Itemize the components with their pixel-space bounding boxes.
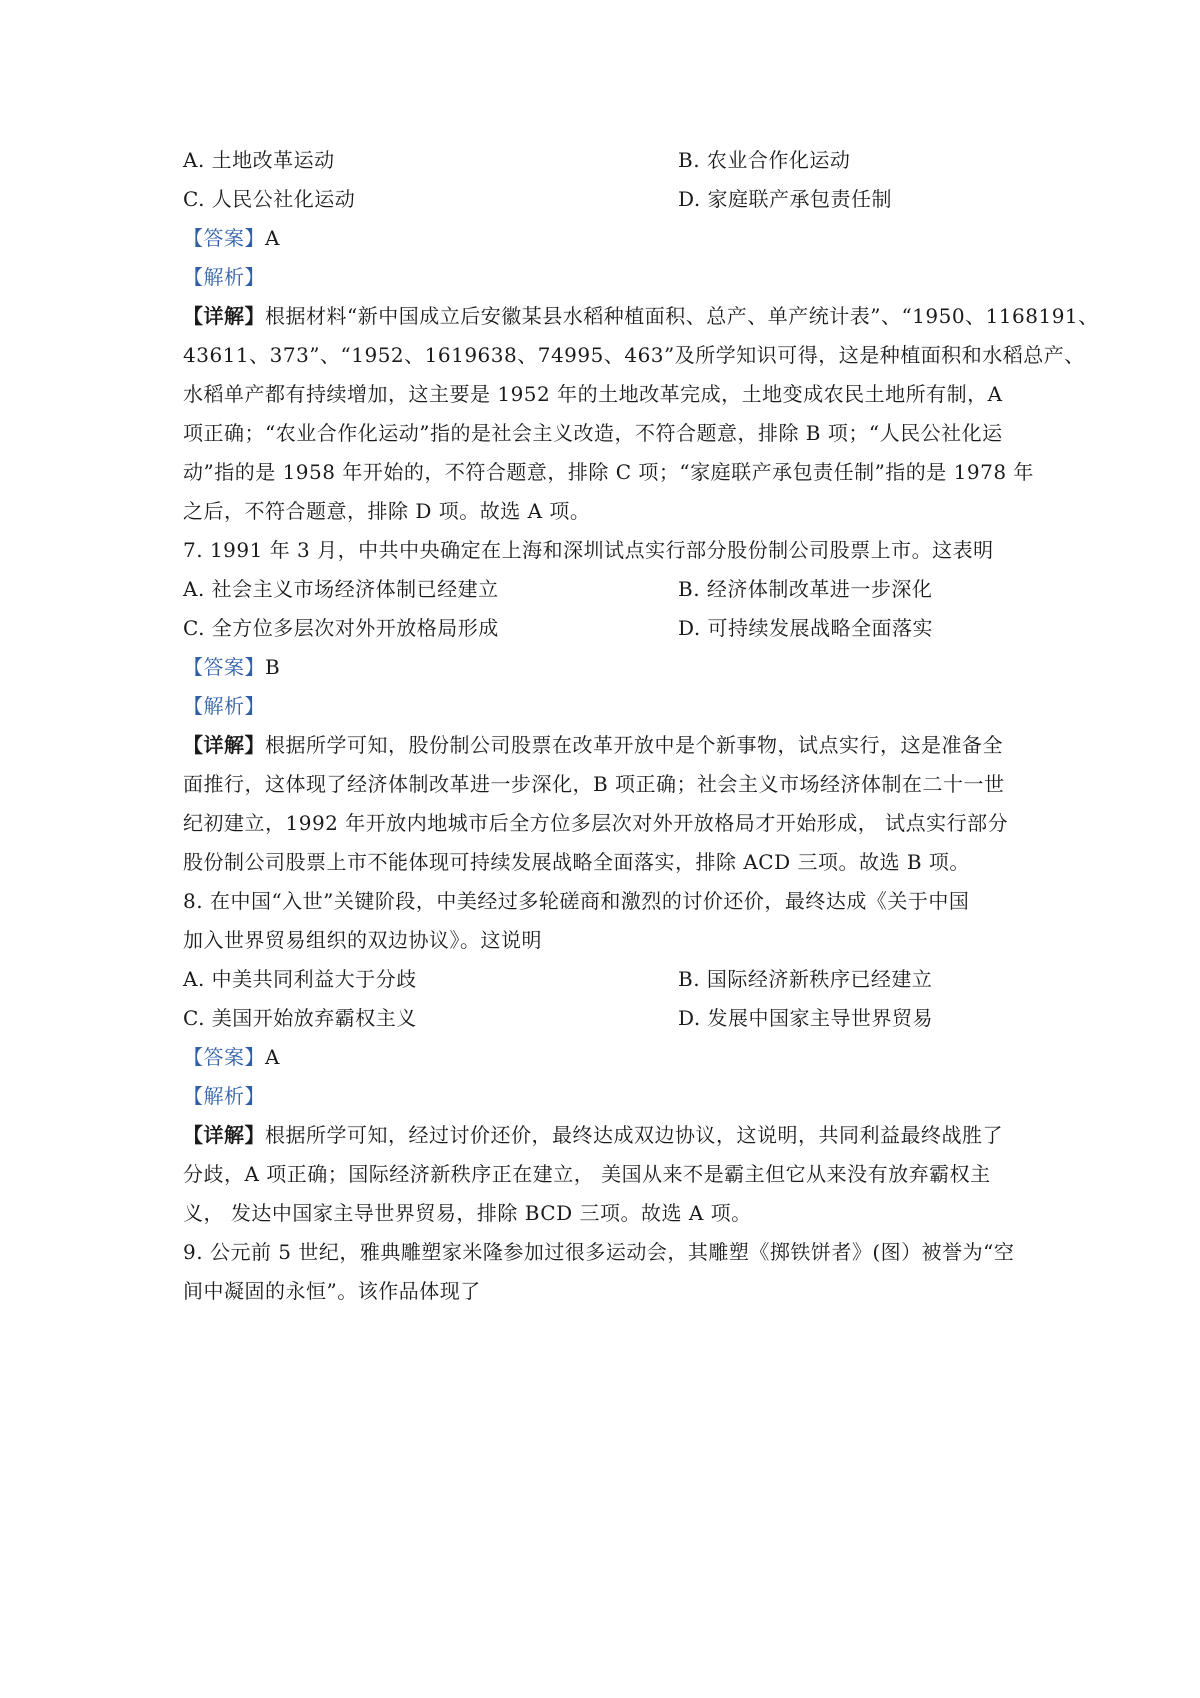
q7-stem: 7. 1991 年 3 月，中共中央确定在上海和深圳试点实行部分股份制公司股票上市。这表明 <box>183 538 994 562</box>
q7-answer <box>183 653 280 681</box>
q7-detail-line: 股份制公司股票上市不能体现可持续发展战略全面落实，排除 ACD 三项。故选 B 项。 <box>183 850 970 874</box>
q8-detail-line <box>183 1121 1003 1149</box>
q7-option-a: A. 社会主义市场经济体制已经建立 <box>183 577 499 601</box>
detail-text: 根据所学可知，股份制公司股票在改革开放中是个新事物，试点实行，这是准备全 <box>265 733 1003 757</box>
answer-label: 【答案】 <box>183 1045 265 1069</box>
q6-detail-line: 动”指的是 1958 年开始的，不符合题意，排除 C 项；“家庭联产承包责任制”指的是 1978 年 <box>183 460 1034 484</box>
q8-stem-line: 加入世界贸易组织的双边协议》。这说明 <box>183 928 542 952</box>
answer-value: A <box>265 226 280 250</box>
detail-text: 根据所学可知，经过讨价还价，最终达成双边协议，这说明，共同利益最终战胜了 <box>265 1123 1003 1147</box>
q8-option-d: D. 发展中国家主导世界贸易 <box>678 1006 934 1030</box>
q6-option-b: B. 农业合作化运动 <box>678 148 851 172</box>
q6-detail-line: 之后，不符合题意，排除 D 项。故选 A 项。 <box>183 499 591 523</box>
q8-stem-line: 8. 在中国“入世”关键阶段，中美经过多轮磋商和激烈的讨价还价，最终达成《关于中国 <box>183 889 970 913</box>
q8-option-c: C. 美国开始放弃霸权主义 <box>183 1006 417 1030</box>
q8-answer <box>183 1043 280 1071</box>
q6-analysis-label: 【解析】 <box>183 265 265 289</box>
q6-option-d: D. 家庭联产承包责任制 <box>678 187 893 211</box>
q6-detail-line <box>183 302 1099 330</box>
q6-detail-line: 项正确；“农业合作化运动”指的是社会主义改造，不符合题意，排除 B 项；“人民公社化运 <box>183 421 1003 445</box>
q7-option-d: D. 可持续发展战略全面落实 <box>678 616 934 640</box>
q6-answer <box>183 224 280 252</box>
q6-option-c: C. 人民公社化运动 <box>183 187 356 211</box>
q8-option-b: B. 国际经济新秩序已经建立 <box>678 967 933 991</box>
q6-option-a: A. 土地改革运动 <box>183 148 335 172</box>
q8-analysis-label: 【解析】 <box>183 1084 265 1108</box>
q7-detail-line: 面推行，这体现了经济体制改革进一步深化，B 项正确；社会主义市场经济体制在二十一世 <box>183 772 1005 796</box>
q6-detail-line: 43611、373”、“1952、1619638、74995、463”及所学知识可得，这是种植面积和水稻总产、 <box>183 343 1085 367</box>
q7-detail-line <box>183 731 1003 759</box>
detail-label: 【详解】 <box>183 733 265 757</box>
detail-text: 根据材料“新中国成立后安徽某县水稻种植面积、总产、单产统计表”、“1950、1168191、 <box>265 304 1099 328</box>
detail-label: 【详解】 <box>183 1123 265 1147</box>
q8-detail-line: 义， 发达中国家主导世界贸易，排除 BCD 三项。故选 A 项。 <box>183 1201 752 1225</box>
detail-label: 【详解】 <box>183 304 265 328</box>
q8-option-a: A. 中美共同利益大于分歧 <box>183 967 417 991</box>
q8-detail-line: 分歧，A 项正确；国际经济新秩序正在建立， 美国从来不是霸主但它从来没有放弃霸权主 <box>183 1162 991 1186</box>
answer-value: A <box>265 1045 280 1069</box>
q7-detail-line: 纪初建立，1992 年开放内地城市后全方位多层次对外开放格局才开始形成， 试点实行部分 <box>183 811 1009 835</box>
answer-value: B <box>265 655 281 679</box>
answer-label: 【答案】 <box>183 226 265 250</box>
q9-stem-line: 间中凝固的永恒”。该作品体现了 <box>183 1279 481 1303</box>
q9-stem-line: 9. 公元前 5 世纪，雅典雕塑家米隆参加过很多运动会，其雕塑《掷铁饼者》(图）被誉为“空 <box>183 1240 1015 1264</box>
q6-detail-line: 水稻单产都有持续增加，这主要是 1952 年的土地改革完成，土地变成农民土地所有制，A <box>183 382 1003 406</box>
q7-option-b: B. 经济体制改革进一步深化 <box>678 577 933 601</box>
answer-label: 【答案】 <box>183 655 265 679</box>
q7-option-c: C. 全方位多层次对外开放格局形成 <box>183 616 499 640</box>
q7-analysis-label: 【解析】 <box>183 694 265 718</box>
